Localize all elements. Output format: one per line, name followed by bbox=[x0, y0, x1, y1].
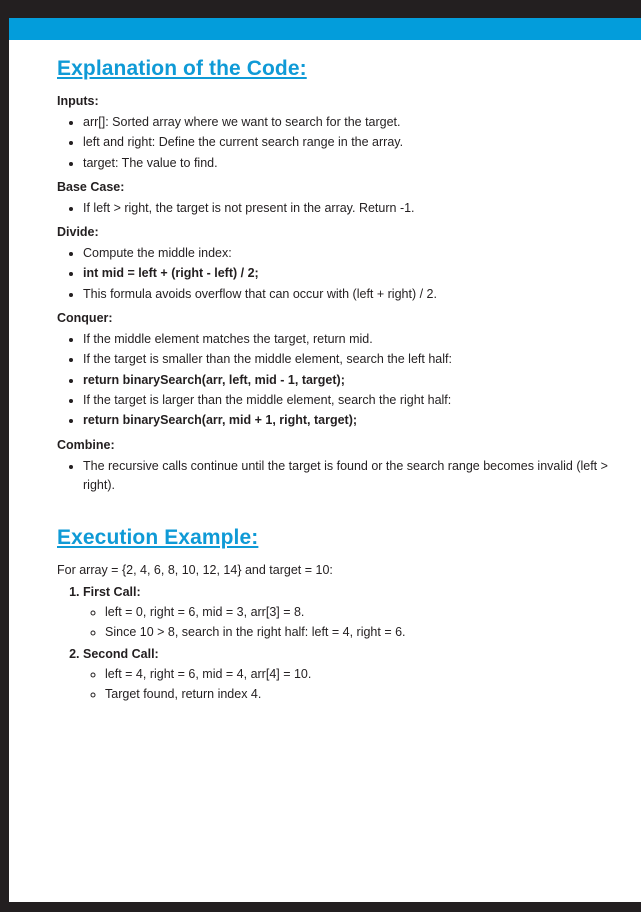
list-item: • left and right: Define the current search range in the array. bbox=[83, 133, 623, 152]
list-item: • If the middle element matches the target, return mid. bbox=[83, 330, 623, 349]
execution-steps bbox=[57, 582, 623, 704]
list-item: ◦ Since 10 > 8, search in the right half: left = 4, right = 6. bbox=[105, 622, 623, 642]
list-item: • If the target is smaller than the middle element, search the left half: bbox=[83, 350, 623, 369]
left-frame-rail bbox=[0, 0, 9, 912]
group-label: Inputs: bbox=[57, 94, 99, 109]
document-content bbox=[9, 48, 641, 706]
bullet-list bbox=[57, 330, 623, 431]
page-title: Explanation of the Code: bbox=[57, 57, 307, 80]
bottom-frame-bar bbox=[0, 902, 641, 912]
execution-step bbox=[83, 582, 623, 642]
group-divide bbox=[57, 223, 623, 304]
execution-intro: For array = {2, 4, 6, 8, 10, 12, 14} and target = 10: bbox=[57, 562, 333, 577]
top-frame-bar bbox=[0, 0, 641, 18]
list-item: ◦ Target found, return index 4. bbox=[105, 684, 623, 704]
bullet-list bbox=[57, 199, 623, 218]
execution-step-label: First Call: bbox=[83, 584, 141, 599]
execution-step bbox=[83, 644, 623, 704]
list-item-code: • return binarySearch(arr, left, mid - 1, target); bbox=[83, 371, 623, 390]
bullet-list bbox=[57, 457, 623, 496]
bullet-list bbox=[57, 244, 623, 304]
list-item: • If left > right, the target is not present in the array. Return -1. bbox=[83, 199, 623, 218]
list-item: ◦ left = 0, right = 6, mid = 3, arr[3] = 8. bbox=[105, 602, 623, 622]
group-inputs bbox=[57, 92, 623, 173]
list-item: • The recursive calls continue until the target is found or the search range becomes invalid (left > right). bbox=[83, 457, 623, 496]
group-label: Combine: bbox=[57, 437, 115, 452]
group-label: Divide: bbox=[57, 225, 99, 240]
list-item: • Compute the middle index: bbox=[83, 244, 623, 263]
list-item-code: • return binarySearch(arr, mid + 1, right, target); bbox=[83, 411, 623, 430]
group-conquer bbox=[57, 309, 623, 431]
list-item: • If the target is larger than the middle element, search the right half: bbox=[83, 391, 623, 410]
bullet-list bbox=[57, 113, 623, 173]
group-combine bbox=[57, 436, 623, 496]
execution-step-label: Second Call: bbox=[83, 646, 159, 661]
list-item-code: • int mid = left + (right - left) / 2; bbox=[83, 264, 623, 283]
execution-step-details bbox=[83, 664, 623, 704]
group-base-case bbox=[57, 178, 623, 218]
list-item: • arr[]: Sorted array where we want to search for the target. bbox=[83, 113, 623, 132]
accent-band bbox=[9, 18, 641, 40]
list-item: • target: The value to find. bbox=[83, 154, 623, 173]
list-item: • This formula avoids overflow that can occur with (left + right) / 2. bbox=[83, 285, 623, 304]
execution-step-details bbox=[83, 602, 623, 642]
group-label: Conquer: bbox=[57, 311, 113, 326]
list-item: ◦ left = 4, right = 6, mid = 4, arr[4] = 10. bbox=[105, 664, 623, 684]
execution-title: Execution Example: bbox=[57, 526, 259, 550]
group-label: Base Case: bbox=[57, 180, 125, 195]
